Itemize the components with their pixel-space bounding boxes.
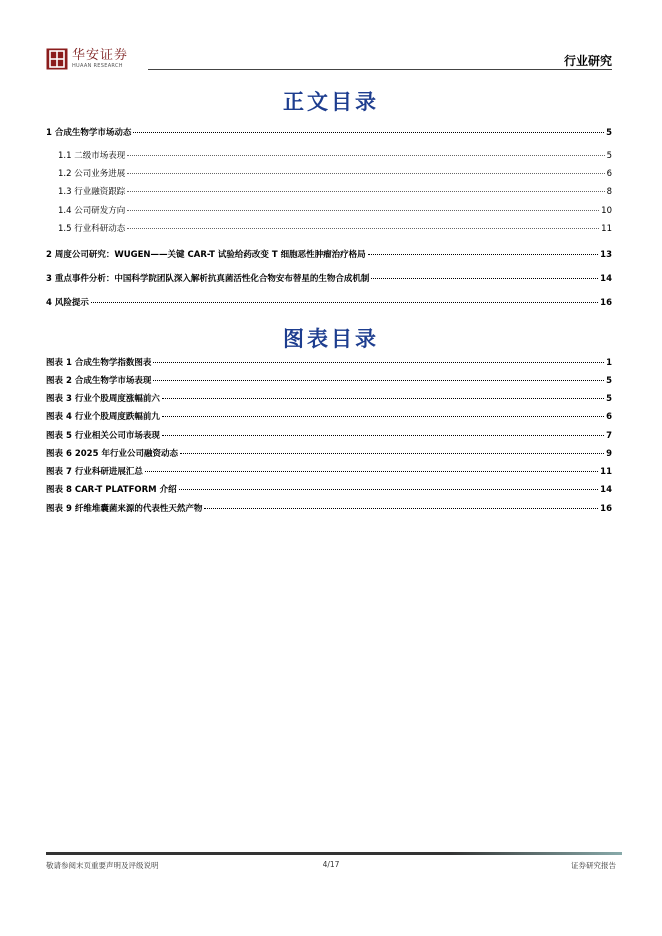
toc-leader-dots (371, 278, 598, 279)
toc-entry-page: 8 (606, 187, 612, 197)
toc-entry[interactable] (46, 128, 612, 139)
figure-entry[interactable] (46, 431, 612, 442)
toc-entry-label: 1.2 公司业务进展 (58, 169, 126, 179)
logo-chinese-name: 华安证券 (72, 47, 129, 63)
footer-divider (46, 852, 622, 855)
figure-list-title: 图表目录 (283, 327, 379, 351)
toc-entry-page: 5 (606, 128, 612, 138)
figure-entry-label: 图表 3 行业个股周度涨幅前六 (46, 394, 160, 404)
figure-entry-page: 1 (606, 358, 612, 368)
figure-leader-dots (153, 380, 604, 381)
figure-entry-label: 图表 4 行业个股周度跌幅前九 (46, 412, 160, 422)
toc-leader-dots (91, 302, 598, 303)
toc-entry[interactable] (58, 169, 612, 180)
figure-entry-page: 9 (606, 449, 612, 459)
figure-entry-label: 图表 7 行业科研进展汇总 (46, 467, 143, 477)
toc-entry-page: 6 (606, 169, 612, 179)
figure-entry[interactable] (46, 467, 612, 478)
toc-leader-dots (127, 228, 599, 229)
toc-entry-label: 1.4 公司研发方向 (58, 206, 126, 216)
figure-entry-page: 7 (606, 431, 612, 441)
figure-leader-dots (162, 416, 604, 417)
toc-entry-label: 4 风险提示 (46, 298, 89, 308)
toc-entry-page: 16 (600, 298, 612, 308)
toc-entry-page: 10 (601, 206, 612, 216)
figure-leader-dots (204, 508, 598, 509)
figure-entry[interactable] (46, 376, 612, 387)
figure-leader-dots (162, 398, 604, 399)
figure-entry-label: 图表 8 CAR-T PLATFORM 介绍 (46, 485, 177, 495)
figure-leader-dots (179, 489, 599, 490)
toc-entry-page: 14 (600, 274, 612, 284)
report-section-label: 行业研究 (563, 54, 612, 68)
figure-leader-dots (145, 471, 598, 472)
figure-entry-page: 16 (600, 504, 612, 514)
toc-entry-label: 3 重点事件分析：中国科学院团队深入解析抗真菌活性化合物安布替星的生物合成机制 (46, 274, 370, 284)
figure-entry[interactable] (46, 485, 612, 496)
toc-entry[interactable] (58, 206, 612, 217)
toc-entry[interactable] (58, 224, 612, 235)
toc-entry-label: 1.3 行业融资跟踪 (58, 187, 126, 197)
footer-disclaimer: 敬请参阅末页重要声明及评级说明 (46, 861, 159, 870)
figure-leader-dots (162, 435, 604, 436)
huaan-logo-icon (46, 48, 68, 70)
page-number: 4/17 (322, 860, 340, 869)
toc-entry[interactable] (46, 298, 612, 309)
figure-entry-page: 5 (606, 394, 612, 404)
figure-entry[interactable] (46, 358, 612, 369)
toc-entry[interactable] (46, 250, 612, 261)
figure-leader-dots (180, 453, 604, 454)
figure-entry-page: 11 (600, 467, 612, 477)
figure-entry-label: 图表 1 合成生物学指数图表 (46, 358, 152, 368)
figure-leader-dots (153, 362, 604, 363)
figure-entry-label: 图表 9 纤维堆囊菌来源的代表性天然产物 (46, 504, 203, 514)
toc-entry-label: 1.1 二级市场表现 (58, 151, 126, 161)
toc-entry-page: 13 (600, 250, 612, 260)
toc-entry[interactable] (58, 187, 612, 198)
toc-entry-page: 11 (601, 224, 612, 234)
figure-entry-label: 图表 6 2025 年行业公司融资动态 (46, 449, 178, 459)
toc-entry-label: 1 合成生物学市场动态 (46, 128, 132, 138)
toc-leader-dots (127, 191, 604, 192)
toc-entry-label: 1.5 行业科研动态 (58, 224, 126, 234)
logo-english-name: HUAAN RESEARCH (72, 62, 123, 69)
figure-entry[interactable] (46, 412, 612, 423)
toc-leader-dots (368, 254, 599, 255)
toc-leader-dots (133, 132, 604, 133)
toc-title: 正文目录 (283, 90, 379, 114)
footer-report-type: 证券研究报告 (571, 861, 616, 870)
figure-entry[interactable] (46, 504, 612, 515)
toc-leader-dots (127, 173, 604, 174)
toc-leader-dots (127, 210, 599, 211)
toc-entry-label: 2 周度公司研究：WUGEN——关键 CAR-T 试验给药改变 T 细胞恶性肿瘤治疗格局 (46, 250, 366, 260)
toc-leader-dots (127, 155, 604, 156)
figure-entry[interactable] (46, 449, 612, 460)
figure-entry-page: 14 (600, 485, 612, 495)
toc-entry-page: 5 (606, 151, 612, 161)
figure-entry-label: 图表 5 行业相关公司市场表现 (46, 431, 160, 441)
toc-entry[interactable] (46, 274, 612, 285)
figure-entry-label: 图表 2 合成生物学市场表现 (46, 376, 152, 386)
header-divider (148, 69, 612, 70)
figure-entry-page: 5 (606, 376, 612, 386)
toc-entry[interactable] (58, 151, 612, 162)
company-logo (46, 48, 128, 70)
figure-entry[interactable] (46, 394, 612, 405)
figure-entry-page: 6 (606, 412, 612, 422)
